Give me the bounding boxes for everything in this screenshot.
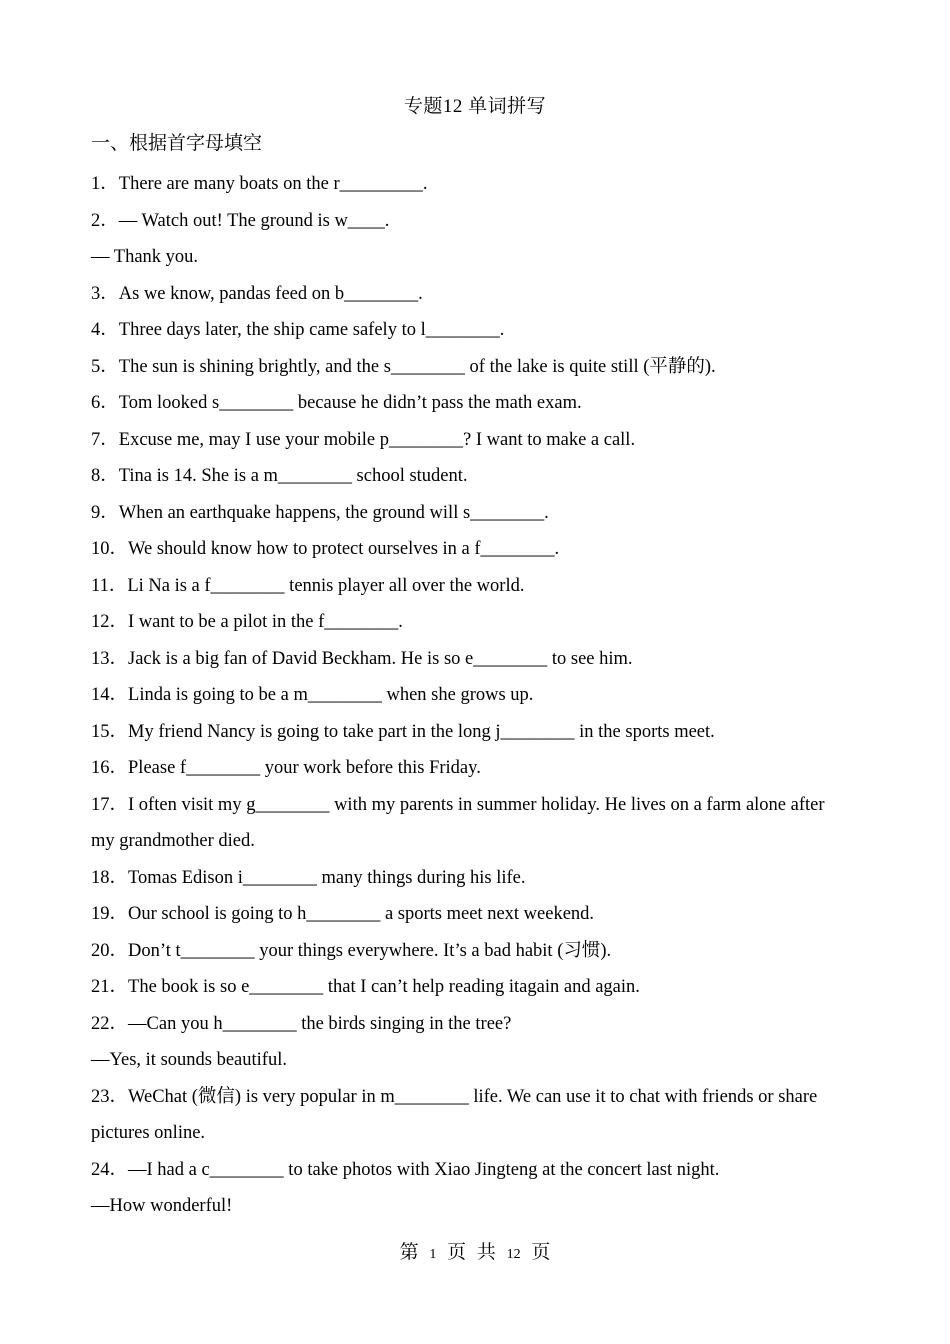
question-line [91,641,861,678]
question-number: 2． [91,210,119,231]
question-number: 12． [91,612,129,632]
question-line [91,1115,861,1152]
footer-suffix: 页 [531,1242,551,1263]
footer-prefix: 第 [399,1242,419,1263]
question-text: Tomas Edison i________ many things during his life. [128,867,526,888]
question-text: Excuse me, may I use your mobile p________? I want to make a call. [118,429,636,450]
question-text: Please f________ your work before this Friday. [128,758,481,778]
question-line [91,969,861,1006]
question-text: My friend Nancy is going to take part in the long j________ in the sports meet. [128,721,715,742]
question-number: 22． [91,1013,129,1034]
question-text: pictures online. [91,1123,206,1143]
question-text: We should know how to protect ourselves in a f________. [128,539,560,559]
question-list [91,166,861,1225]
question-text: WeChat (微信) is very popular in m________ life. We can use it to chat with friends or share [128,1086,818,1107]
question-line [91,1188,861,1225]
question-line [91,1042,861,1079]
question-line [91,933,861,970]
question-line [91,677,861,714]
question-line [91,458,861,495]
page-title: 专题12 单词拼写 [403,96,547,117]
footer-current-page: 1 [429,1247,437,1262]
question-text: Three days later, the ship came safely to l________. [118,320,505,340]
question-number: 1． [91,174,119,194]
question-line [91,531,861,568]
question-line [91,312,861,349]
question-text: I often visit my g________ with my parents in summer holiday. He lives on a farm alone after [128,794,825,815]
question-line [91,276,861,313]
question-text: Tom looked s________ because he didn’t pass the math exam. [118,393,582,413]
question-number: 23． [91,1086,129,1107]
question-line [91,750,861,787]
question-text: Li Na is a f________ tennis player all over the world. [127,575,525,596]
question-line [91,604,861,641]
question-number: 21． [91,977,129,997]
footer-total-pages: 12 [506,1247,521,1262]
question-line [91,1006,861,1043]
question-text: Don’t t________ your things everywhere. It’s a bad habit (习惯). [128,940,612,961]
question-line [91,239,861,276]
question-line [91,1079,861,1116]
page-footer [0,1240,950,1268]
question-line [91,385,861,422]
question-line [91,495,861,532]
question-number: 8． [91,466,119,486]
question-number: 6． [91,393,119,413]
question-number: 15． [91,721,129,742]
question-line [91,166,861,203]
question-text: I want to be a pilot in the f________. [128,612,403,632]
question-line [91,1152,861,1189]
question-text: —I had a c________ to take photos with Xiao Jingteng at the concert last night. [128,1159,720,1180]
question-number: 9． [91,502,119,523]
question-text: Our school is going to h________ a sports meet next weekend. [128,904,595,924]
question-text: The book is so e________ that I can’t help reading itagain and again. [128,977,640,997]
question-text: —Can you h________ the birds singing in the tree? [128,1013,512,1034]
question-number: 5． [91,356,119,377]
section-heading: 一、根据首字母填空 [91,132,263,154]
question-number: 13． [91,648,129,669]
question-number: 16． [91,758,129,778]
question-text: —How wonderful! [91,1196,233,1216]
question-line [91,422,861,459]
question-number: 17． [91,794,129,815]
question-text: Tina is 14. She is a m________ school student. [118,466,468,486]
question-number: 14． [91,685,129,705]
question-line [91,896,861,933]
question-line [91,714,861,751]
footer-total-label: 共 [476,1242,496,1263]
question-text: Jack is a big fan of David Beckham. He is so e________ to see him. [128,648,633,669]
question-text: Linda is going to be a m________ when she grows up. [128,685,534,705]
question-number: 18． [91,867,129,888]
question-number: 24． [91,1159,129,1180]
question-line [91,823,861,860]
question-line [91,568,861,605]
question-text: — Watch out! The ground is w____. [118,210,390,231]
question-line [91,787,861,824]
question-text: my grandmother died. [91,831,255,851]
question-text: When an earthquake happens, the ground will s________. [118,502,549,523]
question-number: 11． [91,575,128,596]
question-number: 3． [91,283,119,304]
question-text: There are many boats on the r_________. [118,174,428,194]
question-number: 20． [91,940,129,961]
question-text: The sun is shining brightly, and the s________ of the lake is quite still (平静的). [118,356,716,377]
question-number: 19． [91,904,129,924]
question-text: As we know, pandas feed on b________. [118,283,423,304]
question-text: —Yes, it sounds beautiful. [91,1050,287,1070]
question-number: 7． [91,429,119,450]
question-text: — Thank you. [91,247,199,267]
question-number: 10． [91,539,129,559]
footer-page-label: 页 [447,1242,467,1263]
question-line [91,349,861,386]
question-line [91,203,861,240]
question-line [91,860,861,897]
question-number: 4． [91,320,119,340]
